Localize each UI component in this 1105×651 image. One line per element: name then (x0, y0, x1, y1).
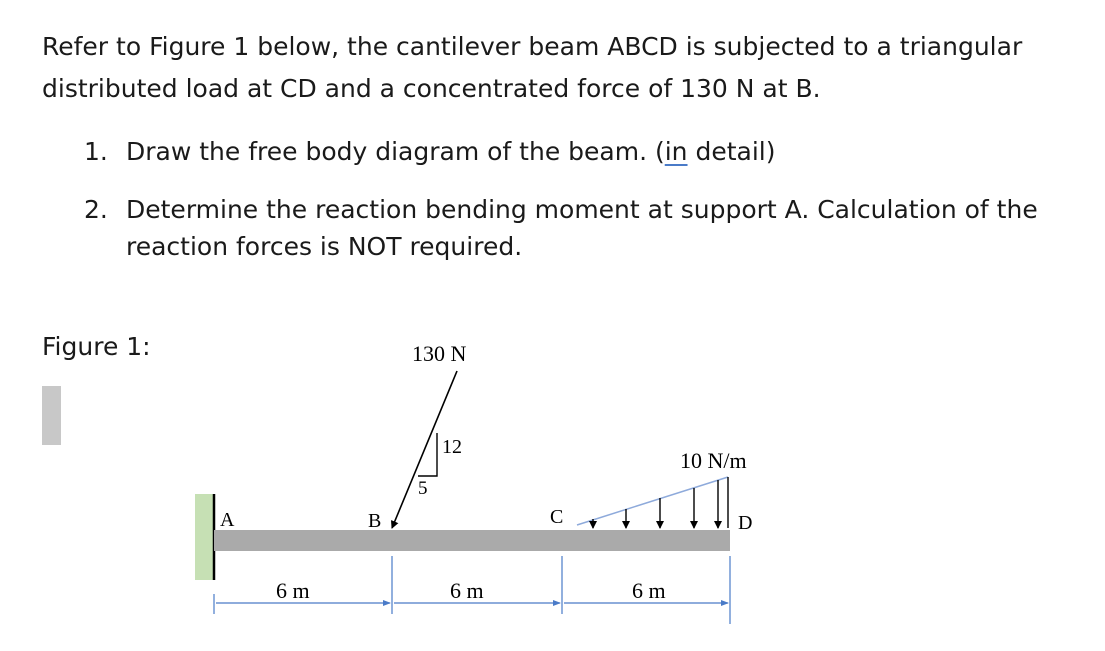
question-1-number: 1. (84, 137, 108, 166)
question-2-line-1: Determine the reaction bending moment at support A. Calculation of the (126, 195, 1038, 224)
point-a-label: A (220, 509, 235, 531)
load-profile-line (577, 477, 728, 525)
fixed-support (195, 494, 214, 580)
figure-label: Figure 1: (42, 332, 151, 361)
span-bc-label: 6 m (450, 578, 484, 603)
point-c-label: C (550, 506, 564, 528)
slope-vertical-label: 12 (442, 436, 462, 458)
question-1-text-start: Draw the free body diagram of the beam. ( (126, 137, 665, 166)
slope-horizontal-label: 5 (418, 478, 428, 499)
point-d-label: D (738, 512, 753, 534)
span-cd-label: 6 m (632, 578, 666, 603)
force-label: 130 N (412, 341, 467, 366)
slope-triangle (418, 433, 437, 476)
question-2-line-2: reaction forces is NOT required. (126, 232, 523, 261)
question-1-underlined-word: in (664, 137, 688, 166)
point-b-label: B (368, 510, 382, 532)
question-2-number: 2. (84, 195, 108, 224)
dist-load-label: 10 N/m (680, 448, 747, 473)
beam (214, 530, 730, 551)
intro-line-1: Refer to Figure 1 below, the cantilever beam ABCD is subjected to a triangular (42, 32, 1023, 61)
intro-line-2: distributed load at CD and a concentrated force of 130 N at B. (42, 74, 821, 103)
question-1-text-end: detail) (687, 137, 776, 166)
span-ab-label: 6 m (276, 578, 310, 603)
